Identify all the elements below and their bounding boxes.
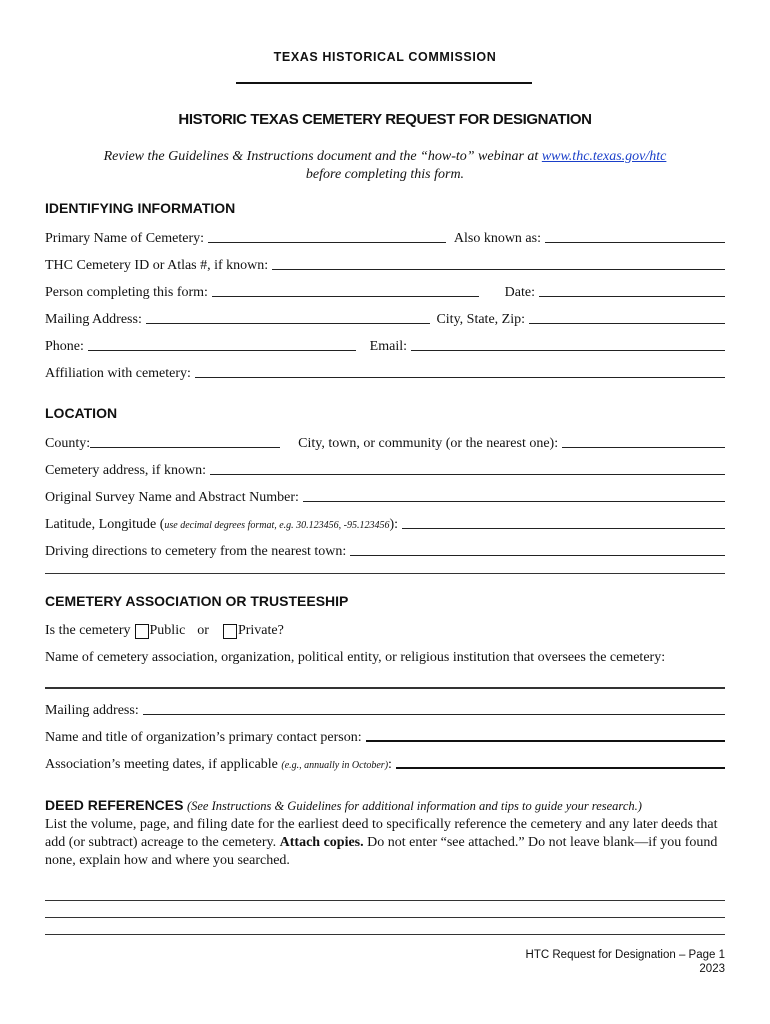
row-person [45, 281, 725, 301]
row-survey [45, 486, 725, 506]
association-mailing-label: Mailing address: [45, 703, 139, 718]
survey-field[interactable] [303, 501, 725, 502]
association-name-label: Name of cemetery association, organization, political entity, or religious institution that oversees the cemetery: [45, 650, 666, 665]
intro-text-after: before completing this form. [305, 167, 465, 182]
primary-name-label: Primary Name of Cemetery: [45, 231, 205, 246]
affiliation-field[interactable] [195, 377, 725, 378]
footer-page-label: HTC Request for Designation – Page 1 [525, 949, 725, 961]
public-checkbox[interactable] [135, 624, 149, 639]
is-cemetery-label: Is the cemetery [45, 623, 131, 638]
deed-field-line-2[interactable] [45, 917, 725, 918]
directions-field-line-2[interactable] [45, 573, 725, 574]
date-field[interactable] [539, 296, 725, 297]
row-directions [45, 540, 725, 560]
email-label: Email: [369, 339, 407, 354]
header-divider [236, 82, 532, 84]
section-deed-heading [45, 797, 735, 815]
row-association-name [45, 646, 725, 666]
lat-long-label-end: ): [389, 517, 399, 532]
or-label: or [197, 623, 209, 638]
association-mailing-field[interactable] [143, 714, 725, 715]
cemetery-address-field[interactable] [210, 474, 725, 475]
deed-field-line-1[interactable] [45, 900, 725, 901]
lat-long-label [45, 517, 398, 533]
agency-name: TEXAS HISTORICAL COMMISSION [273, 50, 497, 64]
county-label: County: [45, 436, 91, 451]
row-association-mailing [45, 699, 725, 719]
phone-field[interactable] [88, 350, 356, 351]
lat-long-label-start: Latitude, Longitude ( [45, 517, 165, 532]
row-phone [45, 335, 725, 355]
row-meeting-dates [45, 753, 725, 773]
city-state-zip-field[interactable] [529, 323, 725, 324]
row-cemetery-address [45, 459, 725, 479]
row-county [45, 432, 725, 452]
association-name-field[interactable] [45, 687, 725, 689]
directions-label: Driving directions to cemetery from the nearest town: [45, 544, 347, 559]
deed-instructions [45, 816, 735, 870]
phone-label: Phone: [45, 339, 84, 354]
public-label: Public [149, 623, 186, 638]
page-footer [526, 948, 725, 976]
deed-instructions-start: List the volume, page, and filing date for the earliest deed to specifically reference the cemetery and any later deeds that add (or subtract) acreage to the cemetery. [45, 817, 718, 850]
lat-long-format-note: use decimal degrees format, e.g. 30.123456, -95.123456 [164, 520, 390, 531]
person-field[interactable] [212, 296, 479, 297]
meeting-dates-label-end: : [388, 757, 392, 772]
affiliation-label: Affiliation with cemetery: [45, 366, 191, 381]
meeting-dates-label-start: Association’s meeting dates, if applicable [45, 757, 282, 772]
htc-website-link[interactable]: www.thc.texas.gov/htc [541, 149, 667, 164]
county-field[interactable] [90, 447, 280, 448]
deed-heading-note: (See Instructions & Guidelines for additional information and tips to guide your research.) [186, 799, 642, 813]
meeting-dates-label [45, 757, 392, 773]
deed-field-line-3[interactable] [45, 934, 725, 935]
thc-id-label: THC Cemetery ID or Atlas #, if known: [45, 258, 269, 273]
contact-person-field[interactable] [366, 740, 725, 742]
footer-year: 2023 [699, 963, 725, 975]
city-town-field[interactable] [562, 447, 725, 448]
city-state-zip-label: City, State, Zip: [436, 312, 525, 327]
deed-heading-title: DEED REFERENCES [45, 797, 184, 813]
intro-text-before: Review the Guidelines & Instructions document and the “how-to” webinar at [103, 149, 542, 164]
also-known-label: Also known as: [453, 231, 541, 246]
lat-long-field[interactable] [402, 528, 725, 529]
thc-id-field[interactable] [272, 269, 725, 270]
row-public-private [45, 619, 725, 639]
meeting-dates-example: (e.g., annually in October) [281, 760, 389, 771]
contact-person-label: Name and title of organization’s primary contact person: [45, 730, 362, 745]
row-contact-person [45, 726, 725, 746]
primary-name-field[interactable] [208, 242, 446, 243]
intro-text [40, 148, 730, 184]
survey-label: Original Survey Name and Abstract Number: [45, 490, 299, 505]
deed-instructions-end: Do not enter “see attached.” Do not leave blank—if you found none, explain how and where you searched. [45, 835, 718, 868]
mailing-field[interactable] [146, 323, 431, 324]
deed-attach-copies: Attach copies. [279, 835, 364, 850]
row-primary-name [45, 227, 725, 247]
directions-field[interactable] [350, 555, 725, 556]
row-mailing [45, 308, 725, 328]
person-label: Person completing this form: [45, 285, 208, 300]
row-lat-long [45, 513, 725, 533]
private-label: Private? [237, 623, 284, 638]
mailing-label: Mailing Address: [45, 312, 142, 327]
private-checkbox[interactable] [223, 624, 237, 639]
date-label: Date: [504, 285, 535, 300]
section-association-heading: CEMETERY ASSOCIATION OR TRUSTEESHIP [45, 593, 349, 609]
email-field[interactable] [411, 350, 725, 351]
also-known-field[interactable] [545, 242, 725, 243]
city-town-label: City, town, or community (or the nearest one): [298, 436, 559, 451]
section-location-heading: LOCATION [45, 405, 118, 421]
section-identifying-heading: IDENTIFYING INFORMATION [45, 200, 236, 216]
row-thc-id [45, 254, 725, 274]
form-title: HISTORIC TEXAS CEMETERY REQUEST FOR DESIGNATION [178, 111, 592, 128]
cemetery-address-label: Cemetery address, if known: [45, 463, 206, 478]
row-affiliation [45, 362, 725, 382]
meeting-dates-field[interactable] [396, 767, 725, 769]
